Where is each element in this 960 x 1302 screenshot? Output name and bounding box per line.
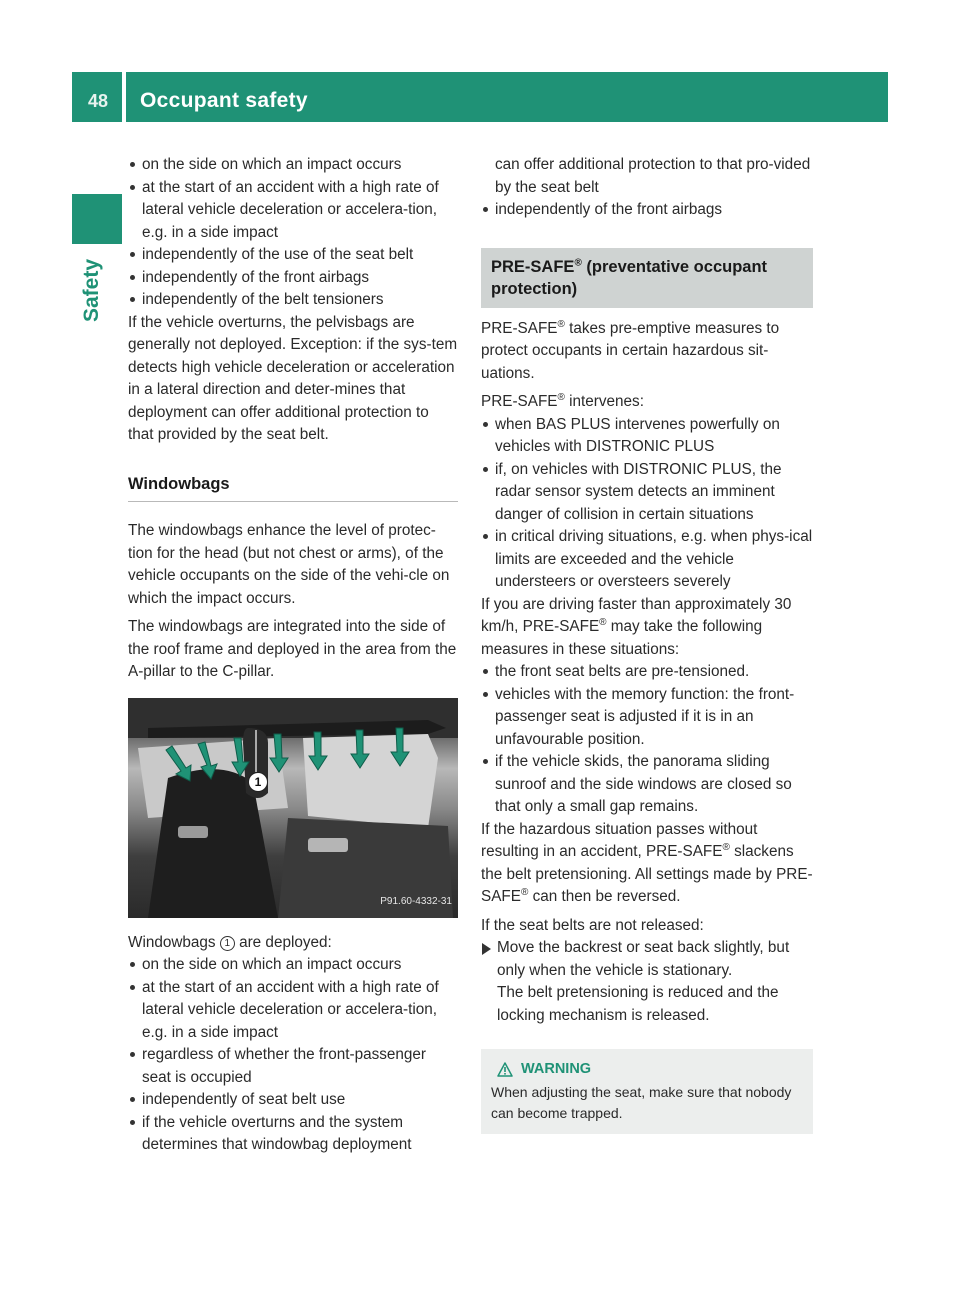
- list-item: when BAS PLUS intervenes powerfully on vehicles with DISTRONIC PLUS: [481, 414, 813, 459]
- list-item: if the vehicle skids, the panorama sliding sunroof and the side windows are closed so that only a small gap remains.: [481, 751, 813, 819]
- page-title: Occupant safety: [140, 89, 308, 112]
- presafe-heading: PRE-SAFE® (preventative occupant protection): [491, 257, 768, 298]
- list-item: independently of the use of the seat belt: [128, 244, 458, 267]
- presafe-paragraph-2: PRE-SAFE® intervenes:: [481, 391, 644, 410]
- list-item: in critical driving situations, e.g. when phys-ical limits are exceeded and the vehicle understeers or oversteers severely: [481, 526, 813, 594]
- callout-1: 1: [248, 772, 268, 792]
- list-item: vehicles with the memory function: the front-passenger seat is adjusted if it is in an unfavourable position.: [481, 684, 813, 752]
- warning-label: WARNING: [521, 1061, 592, 1077]
- photo-code: P91.60-4332-31: [380, 896, 452, 907]
- header-separator: [122, 72, 126, 122]
- presafe-paragraph-4: If the hazardous situation passes without resulting in an accident, PRE-SAFE® slackens the belt pretensioning. All settings made by PRE-SAFE® can then be reversed.: [481, 820, 813, 905]
- continuation-text: can offer additional protection to that pro-vided by the seat belt: [495, 156, 811, 196]
- deployed-line: Windowbags 1 are deployed:: [128, 933, 332, 951]
- presafe-heading-box: [481, 248, 813, 308]
- list-item: on the side on which an impact occurs: [128, 954, 458, 977]
- presafe-paragraph-3: If you are driving faster than approximately 30 km/h, PRE-SAFE® may take the following measures in these situations:: [481, 595, 792, 658]
- left-column: [128, 154, 458, 1157]
- list-item: independently of the belt tensioners: [128, 289, 458, 312]
- list-item: if, on vehicles with DISTRONIC PLUS, the radar sensor system detects an imminent danger of collision in certain situations: [481, 459, 813, 527]
- warning-text: When adjusting the seat, make sure that nobody can become trapped.: [491, 1084, 792, 1121]
- windowbags-paragraph-2: The windowbags are integrated into the side of the roof frame and deployed in the area from the A-pillar to the C-pillar.: [128, 618, 457, 680]
- action-result: The belt pretensioning is reduced and the locking mechanism is released.: [497, 984, 779, 1024]
- overturn-paragraph: If the vehicle overturns, the pelvisbags are generally not deployed. Exception: if the sys-tem detects high vehicle deceleration or acceleration in a lateral direction and deter-mines that deployment can offer additional protection to that provided by the seat belt.: [128, 313, 458, 443]
- section-marker: [72, 194, 122, 244]
- callout-1-inline: 1: [220, 936, 235, 951]
- list-item: regardless of whether the front-passenger seat is occupied: [128, 1044, 458, 1089]
- list-item: independently of seat belt use: [128, 1089, 458, 1112]
- warning-header: [497, 1059, 803, 1080]
- list-item: the front seat belts are pre-tensioned.: [481, 661, 813, 684]
- right-column: [481, 154, 813, 1134]
- windowbags-heading: Windowbags: [128, 473, 458, 503]
- presafe-paragraph-5: If the seat belts are not released:: [481, 916, 704, 934]
- car-interior-illustration: [128, 698, 458, 918]
- windowbags-paragraph-1: The windowbags enhance the level of protec-tion for the head (but not chest or arms), of the vehicle occupants on the side of the vehi-cle on which the impact occurs.: [128, 522, 450, 607]
- page-number: 48: [88, 91, 109, 111]
- list-item: at the start of an accident with a high rate of lateral vehicle deceleration or accelera-tion, e.g. in a side impact: [128, 177, 458, 245]
- presafe-paragraph-1: PRE-SAFE® takes pre-emptive measures to protect occupants in certain hazardous sit-uations.: [481, 318, 780, 382]
- warning-triangle-icon: [497, 1062, 513, 1077]
- list-item: at the start of an accident with a high rate of lateral vehicle deceleration or accelera-tion, e.g. in a side impact: [128, 977, 458, 1045]
- list-item: if the vehicle overturns and the system determines that windowbag deployment: [128, 1112, 458, 1157]
- windowbag-figure: [128, 698, 458, 918]
- warning-box: [481, 1049, 813, 1134]
- list-item: on the side on which an impact occurs: [128, 154, 458, 177]
- list-item: independently of the front airbags: [481, 199, 813, 222]
- section-label: Safety: [80, 258, 103, 322]
- list-item: independently of the front airbags: [128, 267, 458, 290]
- action-step: Move the backrest or seat back slightly, but only when the vehicle is stationary.: [481, 937, 813, 982]
